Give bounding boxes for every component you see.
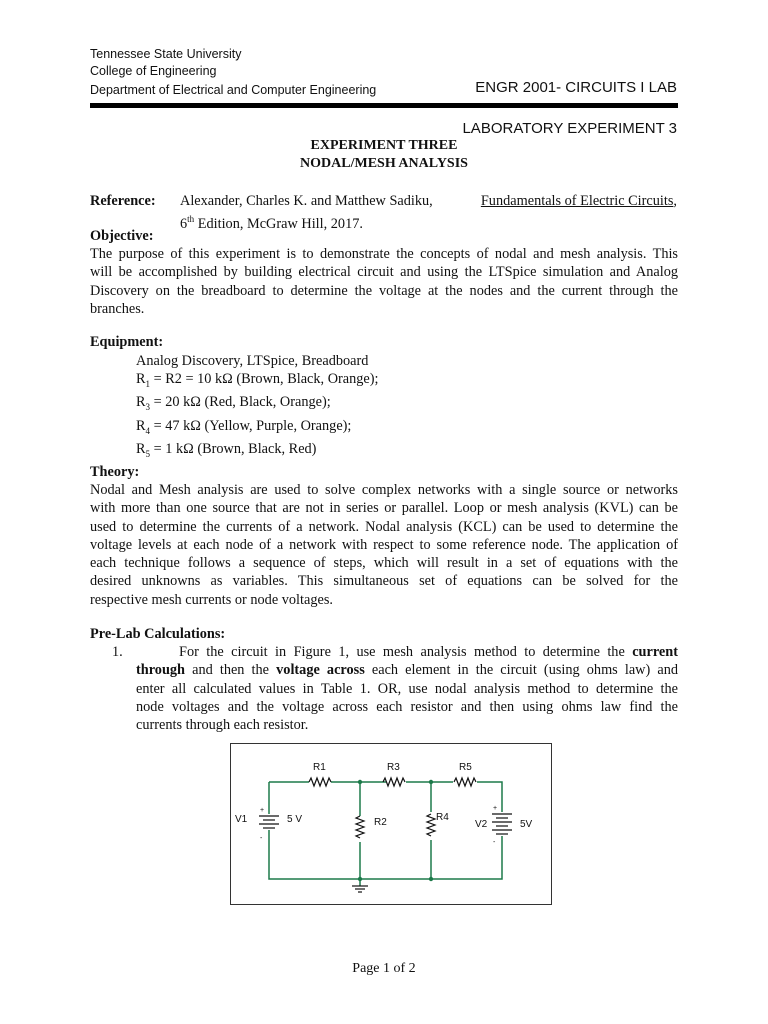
label-r4: R4 [436, 812, 449, 823]
prelab-paragraph: For the circuit in Figure 1, use mesh analysis method to determine the current through and then the voltage across each element in the circuit (using ohms law) and enter all calculated values in Table 1. OR, use nodal analysis method to determine the node voltages and the voltage across each resistor and then using ohms law find the currents through each resistor. [136, 644, 678, 734]
junction-dot [429, 877, 433, 881]
label-v1-value: 5 V [287, 814, 303, 825]
equipment-label: Equipment: [90, 334, 164, 350]
circuit-diagram [230, 743, 552, 905]
circuit-schematic [231, 744, 551, 904]
resistor-r4 [427, 814, 435, 836]
label-v2-plus: + [493, 805, 498, 812]
resistor-r5 [454, 778, 476, 786]
reference-label: Reference: [90, 193, 156, 209]
label-r2: R2 [374, 817, 387, 828]
theory-paragraph: Nodal and Mesh analysis are used to solve complex networks with a single source or networks with more than one source that are not in series or parallel. Loop or mesh analysis (KVL) can be used to determine the currents of a network. Nodal analysis (KCL) can be used to determine the voltage levels at each node of a network with respect to some reference node. The application of each technique follows a sequence of steps, which will result in a set of equations with the desired unknowns as variables. This simultaneous set of equations can be solved for the respective mesh currents or node voltages. [90, 482, 678, 608]
reference-book: Fundamentals of Electric Circuits [480, 193, 674, 209]
department-name: Department of Electrical and Computer Engineering [90, 83, 377, 97]
equipment-item: $R_5 = 1$ kΩ (Brown, Black, Red) [136, 440, 317, 459]
label-v1: V1 [235, 814, 248, 825]
wire [477, 782, 502, 812]
resistor-r3 [383, 778, 405, 786]
label-r3: R3 [387, 762, 400, 773]
equipment-item: $R_1 = R2 = 10$ kΩ (Brown, Black, Orange); [136, 371, 379, 390]
reference-text: Alexander, Charles K. and Matthew Sadiku, Fundamentals of Electric Circuits, 6th Edition, McGraw Hill, 2017. [180, 193, 677, 233]
equipment-item: $R_4 = 47$ kΩ (Yellow, Purple, Orange); [136, 417, 352, 436]
label-v1-minus: - [260, 835, 263, 842]
wire [269, 830, 502, 879]
equipment-item: $R_3 = 20$ kΩ (Red, Black, Orange); [136, 394, 331, 413]
page-number: Page 1 of 2 [352, 961, 416, 976]
university-name: Tennessee State University [90, 47, 242, 61]
label-r1: R1 [313, 762, 326, 773]
header-rule [90, 103, 678, 108]
junction-dot [358, 877, 362, 881]
label-v2-minus: - [493, 839, 496, 846]
junction-dot [358, 780, 362, 784]
junction-dot [429, 780, 433, 784]
objective-paragraph: The purpose of this experiment is to demonstrate the concepts of nodal and mesh analysis. This will be accomplished by building electrical circuit and using the LTSpice simulation and Analog Discovery on the breadboard to determine the voltage at the nodes and the current through the branches. [90, 246, 678, 317]
experiment-number: EXPERIMENT THREE [310, 138, 458, 153]
lab-label: LABORATORY EXPERIMENT 3 [462, 120, 677, 137]
theory-label: Theory: [90, 464, 140, 480]
course-title: ENGR 2001- CIRCUITS I LAB [475, 79, 677, 96]
reference-edition: 6 [180, 216, 188, 233]
prelab-item-number: 1. [112, 644, 123, 660]
label-v2-value: 5V [520, 819, 533, 830]
label-v1-plus: + [260, 807, 265, 814]
label-r5: R5 [459, 762, 472, 773]
equipment-item: Analog Discovery, LTSpice, Breadboard [136, 353, 369, 369]
prelab-label: Pre-Lab Calculations: [90, 626, 226, 642]
college-name: College of Engineering [90, 64, 217, 78]
resistor-r2 [356, 816, 364, 838]
equipment-list [136, 352, 379, 463]
experiment-title: NODAL/MESH ANALYSIS [300, 156, 468, 171]
resistor-r1 [309, 778, 331, 786]
reference-authors: Alexander, Charles K. and Matthew Sadiku, [180, 193, 433, 209]
objective-label: Objective: [90, 228, 154, 244]
label-v2: V2 [475, 819, 488, 830]
